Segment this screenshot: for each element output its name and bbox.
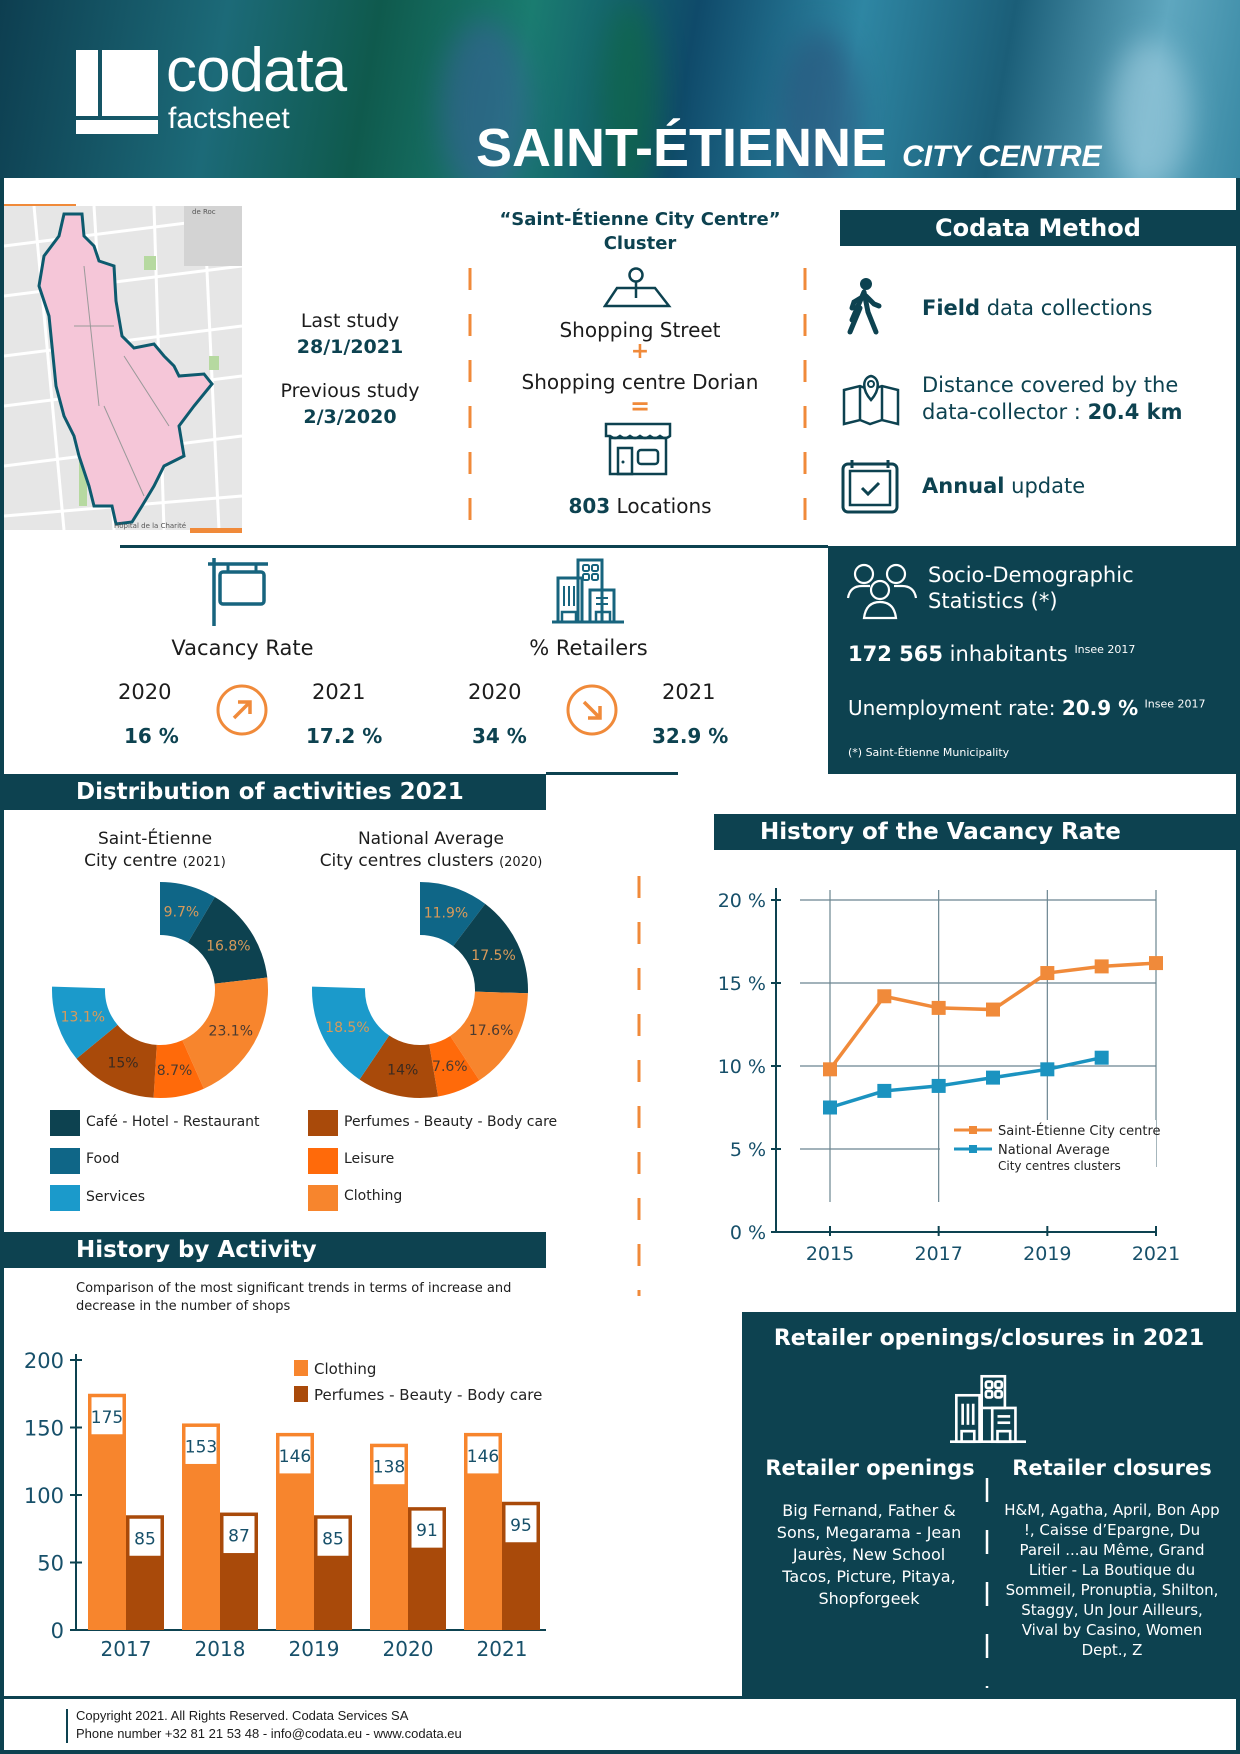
donut1-title-year: (2021) (182, 855, 226, 870)
bar-value-label: 146 (466, 1446, 500, 1467)
slice-label: 14% (387, 1062, 419, 1079)
y-tick-label: 100 (23, 1484, 64, 1508)
x-tick-label: 2019 (288, 1637, 340, 1660)
legend-swatch-food (50, 1148, 80, 1174)
unemployment-label: Unemployment rate: (848, 696, 1056, 720)
x-tick-label: 2021 (1131, 1243, 1181, 1265)
legend-swatch-perfumes (308, 1110, 338, 1136)
annual-text: update (1011, 474, 1086, 498)
slice-label: 23.1% (208, 1023, 254, 1040)
cluster-title (480, 208, 800, 256)
divider (120, 545, 828, 548)
cluster-centre: Shopping centre Dorian (521, 370, 759, 394)
buildings-icon (552, 556, 624, 628)
legend-swatch-services (50, 1185, 80, 1211)
method-header: Codata Method (840, 210, 1236, 246)
legend-swatch-perfumes-beauty-body-care (294, 1386, 308, 1402)
legend-label-national-2: City centres clusters (998, 1159, 1121, 1173)
slice-label: 8.7% (156, 1063, 193, 1080)
legend-swatch-clothing (308, 1185, 338, 1211)
legend-label-cafe: Café - Hotel - Restaurant (86, 1114, 260, 1130)
equals-sign: = (629, 392, 651, 420)
inhabitants-value: 172 565 (848, 642, 943, 666)
retailers-year-2020: 2020 (468, 680, 522, 704)
socio-title (928, 562, 1134, 614)
map-location-icon (842, 372, 900, 426)
vacancy-year-2021: 2021 (312, 680, 366, 704)
legend-swatch-clothing (294, 1360, 308, 1376)
buildings-icon (950, 1374, 1026, 1444)
retailers-value-2020: 34 % (472, 724, 527, 748)
y-tick-label: 10 % (717, 1056, 766, 1078)
map-graphic (4, 206, 242, 530)
donut2-title-line1: National Average (357, 829, 505, 849)
bar-value-label: 138 (372, 1457, 406, 1478)
field-bold: Field (922, 296, 981, 320)
bar-value-label: 95 (510, 1515, 532, 1536)
socio-title-line1: Socio-Demographic (928, 563, 1134, 587)
y-tick-label: 0 (50, 1619, 64, 1643)
cluster-title-line2: Cluster (603, 233, 677, 254)
logo-word: codata (166, 36, 347, 105)
dashed-divider (802, 268, 808, 528)
data-point (823, 1062, 837, 1076)
last-study-date: 28/1/2021 (296, 336, 404, 358)
map-pin-icon (603, 266, 675, 310)
study-dates (260, 310, 440, 428)
annual-bold: Annual (922, 474, 1005, 498)
bar-value-label: 91 (416, 1521, 438, 1542)
cluster-map[interactable] (4, 206, 242, 530)
legend-label-saint-etienne: Saint-Étienne City centre (998, 1124, 1161, 1139)
divider (984, 1478, 990, 1688)
slice-label: 16.8% (206, 938, 251, 955)
donut2-title-year: (2020) (499, 855, 543, 870)
legend-label: Perfumes - Beauty - Body care (314, 1386, 543, 1404)
vacancy-value-2021: 17.2 % (306, 724, 383, 748)
donut1-title (40, 828, 270, 874)
footer-divider (66, 1709, 68, 1743)
legend-marker (969, 1145, 977, 1153)
trend-up-icon (214, 682, 270, 738)
field-text: data collections (986, 296, 1153, 320)
method-annual (922, 474, 1240, 498)
donut1-title-line2: City centre (84, 851, 178, 871)
history-activity-desc-2: decrease in the number of shops (76, 1299, 291, 1314)
last-study-label: Last study (300, 310, 400, 332)
hero-banner (0, 0, 1240, 178)
retailers-year-2021: 2021 (662, 680, 716, 704)
data-point (986, 1003, 1000, 1017)
legend-marker (969, 1126, 977, 1134)
retailers-value-2021: 32.9 % (652, 724, 729, 748)
slice-label: 18.5% (325, 1020, 370, 1037)
bar-value-label: 153 (184, 1437, 218, 1458)
svg-text:Hôpital de la Charité: Hôpital de la Charité (114, 522, 187, 530)
footer-text (76, 1707, 462, 1743)
x-tick-label: 2017 (914, 1243, 963, 1265)
closures-list: H&M, Agatha, April, Bon App !, Caisse d’Epargne, Du Pareil ...au Même, Grand Litier - La Boutique du Sommeil, Pronuptia, Shilton, Staggy, Un Jour Ailleurs, Vival by Casino, Women Dept., Z (1004, 1501, 1220, 1659)
bar-value-label: 175 (90, 1407, 124, 1428)
unemployment-source: Insee 2017 (1144, 697, 1206, 711)
y-tick-label: 0 % (729, 1222, 766, 1244)
footer-copyright: Copyright 2021. All Rights Reserved. Codata Services SA (76, 1708, 409, 1723)
legend-label-food: Food (86, 1151, 120, 1167)
data-point (823, 1101, 837, 1115)
cluster-street: Shopping Street (559, 318, 721, 342)
data-point (932, 1001, 946, 1015)
unemployment-stat (848, 696, 1206, 720)
data-point (1095, 959, 1109, 973)
logo-subtitle: factsheet (168, 102, 290, 135)
history-activity-desc-1: Comparison of the most significant trends in terms of increase and (76, 1281, 512, 1296)
donut1-title-line1: Saint-Étienne (97, 829, 213, 849)
data-point (1149, 956, 1163, 970)
page-title (476, 118, 1102, 178)
legend-label-services: Services (86, 1189, 146, 1205)
walking-person-icon (846, 276, 886, 338)
codata-logo-mark (76, 50, 158, 134)
inhabitants-source: Insee 2017 (1074, 643, 1136, 656)
inhabitants-label: inhabitants (949, 642, 1068, 666)
line-chart-vacancy-rate (700, 870, 1200, 1270)
vacancy-year-2020: 2020 (118, 680, 172, 704)
y-tick-label: 15 % (717, 973, 766, 995)
y-tick-label: 200 (23, 1349, 64, 1373)
retailers-label: % Retailers (529, 636, 648, 660)
history-vacancy-header: History of the Vacancy Rate (714, 814, 1236, 850)
legend-label-clothing: Clothing (344, 1188, 403, 1204)
slice-label: 7.6% (432, 1058, 468, 1075)
retail-panel (742, 1312, 1236, 1698)
locations (480, 494, 800, 518)
data-point (1095, 1051, 1109, 1065)
trend-down-icon (564, 682, 620, 738)
method-distance (922, 372, 1240, 426)
legend-label-national-1: National Average (998, 1143, 1110, 1158)
shop-icon (604, 422, 674, 476)
data-point (877, 1084, 891, 1098)
x-tick-label: 2017 (100, 1637, 152, 1660)
data-point (1040, 966, 1054, 980)
svg-text:de Roc: de Roc (192, 208, 216, 216)
distance-value: 20.4 km (1087, 400, 1183, 424)
bar-value-label: 87 (228, 1526, 250, 1547)
data-point (1040, 1062, 1054, 1076)
legend-label: Clothing (314, 1360, 377, 1378)
legend-swatch-leisure (308, 1148, 338, 1174)
y-tick-label: 150 (23, 1416, 64, 1441)
locations-count: 803 (568, 494, 611, 518)
y-tick-label: 50 (37, 1551, 64, 1576)
plus-sign: + (630, 339, 650, 364)
legend-label-perfumes: Perfumes - Beauty - Body care (344, 1114, 558, 1130)
donut-chart-saint-etienne (40, 880, 280, 1100)
y-tick-label: 20 % (717, 890, 766, 912)
distance-text-2: data-collector : (922, 400, 1081, 424)
x-tick-label: 2021 (476, 1637, 528, 1660)
closures-title: Retailer closures (1012, 1456, 1212, 1480)
bar-chart-history-activity (20, 1330, 560, 1660)
divider (546, 772, 678, 775)
donut-chart-national (300, 880, 540, 1100)
legend-label-leisure: Leisure (344, 1151, 395, 1167)
history-activity-header: History by Activity (4, 1232, 546, 1268)
footer (4, 1696, 1236, 1750)
distribution-header: Distribution of activities 2021 (4, 774, 546, 810)
series-line-national-average-city-centres-clusters (830, 1058, 1102, 1108)
y-tick-label: 5 % (729, 1139, 766, 1161)
bar-value-label: 85 (134, 1529, 156, 1550)
distance-text-1: Distance covered by the (922, 373, 1179, 397)
socio-title-line2: Statistics (*) (928, 589, 1058, 613)
vacancy-value-2020: 16 % (124, 724, 179, 748)
slice-label: 17.6% (468, 1022, 514, 1039)
locations-label: Locations (616, 494, 712, 518)
data-point (986, 1071, 1000, 1085)
history-activity-desc (76, 1280, 556, 1316)
hanging-sign-icon (206, 556, 278, 628)
title-main: SAINT-ÉTIENNE (476, 118, 888, 178)
bar-value-label: 85 (322, 1529, 344, 1550)
dashed-divider (636, 876, 642, 1296)
previous-study-date: 2/3/2020 (303, 406, 397, 428)
openings-list: Big Fernand, Father & Sons, Megarama - Jean Jaurès, New School Tacos, Picture, Pitaya, Shopforgeek (776, 1501, 962, 1608)
slice-label: 13.1% (60, 1009, 106, 1026)
previous-study-label: Previous study (280, 380, 420, 402)
x-tick-label: 2019 (1023, 1243, 1072, 1265)
dashed-divider (467, 268, 473, 528)
legend-swatch-cafe (50, 1110, 80, 1136)
method-field (922, 296, 1240, 320)
donut2-title-line2: City centres clusters (319, 851, 494, 871)
people-group-icon (846, 562, 918, 620)
socio-footnote: (*) Saint-Étienne Municipality (848, 746, 1010, 759)
slice-label: 11.9% (423, 905, 469, 922)
x-tick-label: 2015 (805, 1243, 855, 1265)
retail-title: Retailer openings/closures in 2021 (773, 1326, 1205, 1351)
socio-demographic-panel (828, 546, 1236, 774)
bar-value-label: 146 (278, 1446, 312, 1467)
unemployment-value: 20.9 % (1061, 696, 1139, 720)
donut2-title (296, 828, 566, 874)
data-point (932, 1079, 946, 1093)
calendar-check-icon (840, 458, 900, 516)
footer-contact[interactable]: Phone number +32 81 21 53 48 - info@codata.eu - www.codata.eu (76, 1726, 462, 1741)
orange-accent (190, 528, 242, 533)
slice-label: 15% (107, 1055, 139, 1072)
x-tick-label: 2020 (382, 1637, 434, 1660)
inhabitants-stat (848, 642, 1135, 666)
openings-title: Retailer openings (765, 1456, 975, 1480)
slice-label: 17.5% (471, 947, 516, 964)
x-tick-label: 2018 (194, 1637, 246, 1660)
vacancy-rate-label: Vacancy Rate (171, 636, 314, 660)
data-point (877, 989, 891, 1003)
cluster-title-line1: “Saint-Étienne City Centre” (499, 209, 781, 230)
title-sub: CITY CENTRE (902, 140, 1102, 173)
slice-label: 9.7% (163, 904, 200, 921)
